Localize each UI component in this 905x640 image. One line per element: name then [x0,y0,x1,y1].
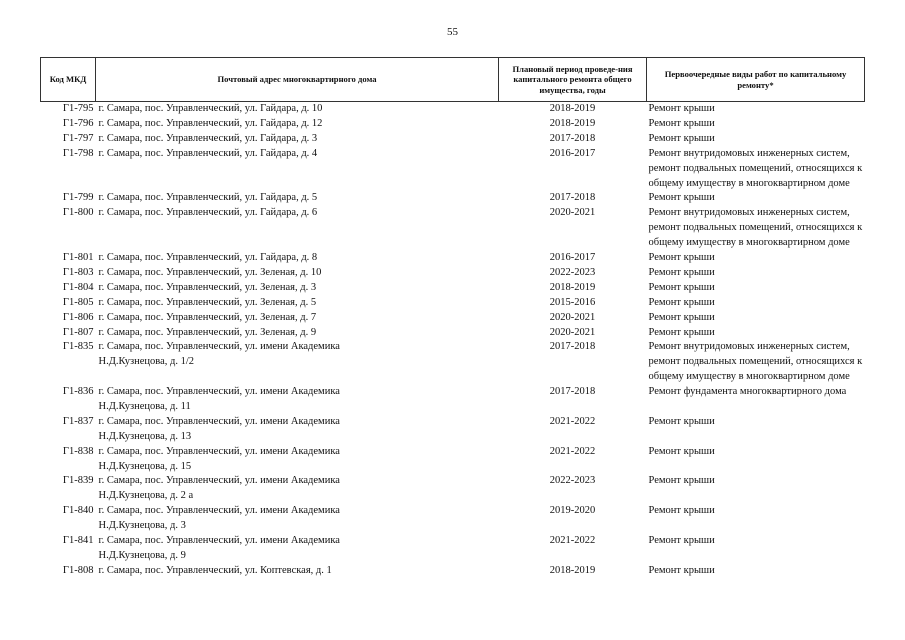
cell-period: 2016-2017 [549,251,596,263]
address-line: г. Самара, пос. Управленческий, ул. имени Академика [98,341,340,353]
table-row [41,534,865,564]
address-line: г. Самара, пос. Управленческий, ул. Гайдара, д. 12 [98,117,323,129]
cell-period: 2021-2022 [549,445,596,457]
address-line: г. Самара, пос. Управленческий, ул. имени Академика [98,534,340,546]
cell-period: 2018-2019 [549,103,596,114]
cell-code: Г1-839 [62,475,94,487]
works-line: Ремонт крыши [648,281,715,293]
cell-address [96,102,499,117]
address-line: г. Самара, пос. Управленческий, ул. Зеленая, д. 5 [98,296,317,308]
cell-code: Г1-804 [62,281,94,293]
table-row [41,206,865,251]
cell-code: Г1-836 [62,386,94,398]
table-row [41,191,865,206]
works-line: Ремонт внутридомовых инженерных систем, [648,207,850,219]
cell-address [96,117,499,132]
cell-works [647,147,865,192]
repair-table [40,57,865,579]
address-line: Н.Д.Кузнецова, д. 9 [98,549,186,561]
cell-code: Г1-799 [62,192,94,204]
header-code: Код МКД [41,58,96,102]
address-line: г. Самара, пос. Управленческий, ул. имени Академика [98,505,340,517]
table-row [41,445,865,475]
table-row [41,266,865,281]
cell-address [96,326,499,341]
works-line: ремонт подвальных помещений, относящихся к [648,162,863,174]
cell-address [96,534,499,564]
address-line: г. Самара, пос. Управленческий, ул. имени Академика [98,386,340,398]
table-row [41,504,865,534]
table-row [41,102,865,117]
cell-code: Г1-840 [62,505,94,517]
cell-address [96,251,499,266]
table-row [41,311,865,326]
cell-code: Г1-800 [62,207,94,219]
cell-period: 2019-2020 [549,505,596,517]
works-line: Ремонт крыши [648,266,715,278]
cell-period: 2017-2018 [549,386,596,398]
cell-period: 2020-2021 [549,326,596,338]
table-body [41,102,865,579]
cell-works [647,474,865,504]
cell-period: 2020-2021 [549,207,596,219]
table-row [41,251,865,266]
cell-period: 2021-2022 [549,415,596,427]
cell-address [96,281,499,296]
cell-period: 2017-2018 [549,341,596,353]
works-line: общему имуществу в многоквартирном доме [648,177,850,189]
cell-period: 2016-2017 [549,147,596,159]
cell-period: 2015-2016 [549,296,596,308]
works-line: Ремонт крыши [648,103,715,114]
table-row [41,564,865,579]
cell-code: Г1-808 [62,564,94,576]
cell-works [647,251,865,266]
cell-address [96,385,499,415]
works-line: Ремонт крыши [648,311,715,323]
works-line: общему имуществу в многоквартирном доме [648,371,850,383]
works-line: Ремонт крыши [648,475,715,487]
cell-code: Г1-797 [62,132,94,144]
address-line: Н.Д.Кузнецова, д. 3 [98,520,186,532]
cell-address [96,564,499,579]
cell-address [96,147,499,192]
cell-code: Г1-837 [62,415,94,427]
cell-code: Г1-805 [62,296,94,308]
cell-works [647,504,865,534]
address-line: г. Самара, пос. Управленческий, ул. имени Академика [98,415,340,427]
address-line: г. Самара, пос. Управленческий, ул. Коптевская, д. 1 [98,564,332,576]
table-row [41,132,865,147]
cell-code: Г1-841 [62,534,94,546]
cell-address [96,415,499,445]
cell-period: 2018-2019 [549,117,596,129]
works-line: Ремонт фундамента многоквартирного дома [648,386,847,398]
cell-address [96,474,499,504]
cell-works [647,340,865,385]
table-row [41,385,865,415]
table-row [41,281,865,296]
cell-address [96,191,499,206]
works-line: Ремонт крыши [648,564,715,576]
cell-address [96,296,499,311]
cell-address [96,132,499,147]
works-line: Ремонт крыши [648,415,715,427]
works-line: Ремонт крыши [648,296,715,308]
cell-code: Г1-803 [62,266,94,278]
address-line: Н.Д.Кузнецова, д. 2 а [98,490,194,502]
address-line: г. Самара, пос. Управленческий, ул. имени Академика [98,445,340,457]
address-line: Н.Д.Кузнецова, д. 13 [98,430,192,442]
works-line: Ремонт крыши [648,445,715,457]
cell-period: 2021-2022 [549,534,596,546]
table-row [41,296,865,311]
works-line: Ремонт крыши [648,505,715,517]
header-address: Почтовый адрес многоквартирного дома [96,58,499,102]
cell-code: Г1-795 [62,103,94,114]
works-line: Ремонт крыши [648,251,715,263]
cell-works [647,296,865,311]
works-line: Ремонт крыши [648,534,715,546]
cell-works [647,326,865,341]
cell-address [96,445,499,475]
page-number: 55 [447,26,458,38]
cell-code: Г1-838 [62,445,94,457]
works-line: Ремонт крыши [648,192,715,204]
cell-works [647,281,865,296]
cell-code: Г1-806 [62,311,94,323]
table-header [41,58,865,102]
cell-address [96,206,499,251]
address-line: г. Самара, пос. Управленческий, ул. Гайдара, д. 6 [98,207,318,219]
table-row [41,147,865,192]
works-line: Ремонт крыши [648,132,715,144]
cell-works [647,102,865,117]
address-line: г. Самара, пос. Управленческий, ул. Гайдара, д. 8 [98,251,318,263]
cell-works [647,564,865,579]
table-row [41,474,865,504]
cell-works [647,117,865,132]
cell-period: 2018-2019 [549,564,596,576]
table-row [41,340,865,385]
cell-period: 2022-2023 [549,266,596,278]
works-line: Ремонт крыши [648,326,715,338]
table-row [41,415,865,445]
cell-works [647,191,865,206]
table-row [41,326,865,341]
works-line: ремонт подвальных помещений, относящихся к [648,356,863,368]
address-line: г. Самара, пос. Управленческий, ул. Зеленая, д. 7 [98,311,317,323]
header-works: Первоочередные виды работ по капитальному ремонту* [647,58,865,102]
cell-period: 2017-2018 [549,192,596,204]
cell-code: Г1-798 [62,147,94,159]
cell-works [647,445,865,475]
cell-works [647,311,865,326]
address-line: г. Самара, пос. Управленческий, ул. Зеленая, д. 3 [98,281,317,293]
works-line: общему имуществу в многоквартирном доме [648,237,850,249]
cell-period: 2020-2021 [549,311,596,323]
cell-code: Г1-801 [62,251,94,263]
address-line: г. Самара, пос. Управленческий, ул. Гайдара, д. 10 [98,103,323,114]
address-line: г. Самара, пос. Управленческий, ул. Зеленая, д. 10 [98,266,322,278]
cell-works [647,132,865,147]
cell-address [96,266,499,281]
cell-works [647,266,865,281]
address-line: Н.Д.Кузнецова, д. 1/2 [98,356,194,368]
cell-works [647,534,865,564]
cell-address [96,504,499,534]
works-line: Ремонт внутридомовых инженерных систем, [648,147,850,159]
cell-works [647,385,865,415]
address-line: Н.Д.Кузнецова, д. 15 [98,460,192,472]
cell-works [647,415,865,445]
cell-works [647,206,865,251]
address-line: г. Самара, пос. Управленческий, ул. имени Академика [98,475,340,487]
table-row [41,117,865,132]
cell-period: 2018-2019 [549,281,596,293]
works-line: Ремонт внутридомовых инженерных систем, [648,341,850,353]
cell-period: 2017-2018 [549,132,596,144]
works-line: Ремонт крыши [648,117,715,129]
address-line: г. Самара, пос. Управленческий, ул. Зеленая, д. 9 [98,326,317,338]
header-period: Плановый период проведе-ния капитального ремонта общего имущества, годы [499,58,647,102]
cell-code: Г1-835 [62,341,94,353]
works-line: ремонт подвальных помещений, относящихся к [648,222,863,234]
address-line: г. Самара, пос. Управленческий, ул. Гайдара, д. 4 [98,147,318,159]
cell-address [96,340,499,385]
address-line: Н.Д.Кузнецова, д. 11 [98,400,191,412]
address-line: г. Самара, пос. Управленческий, ул. Гайдара, д. 3 [98,132,318,144]
cell-code: Г1-807 [62,326,94,338]
cell-code: Г1-796 [62,117,94,129]
address-line: г. Самара, пос. Управленческий, ул. Гайдара, д. 5 [98,192,318,204]
cell-address [96,311,499,326]
cell-period: 2022-2023 [549,475,596,487]
